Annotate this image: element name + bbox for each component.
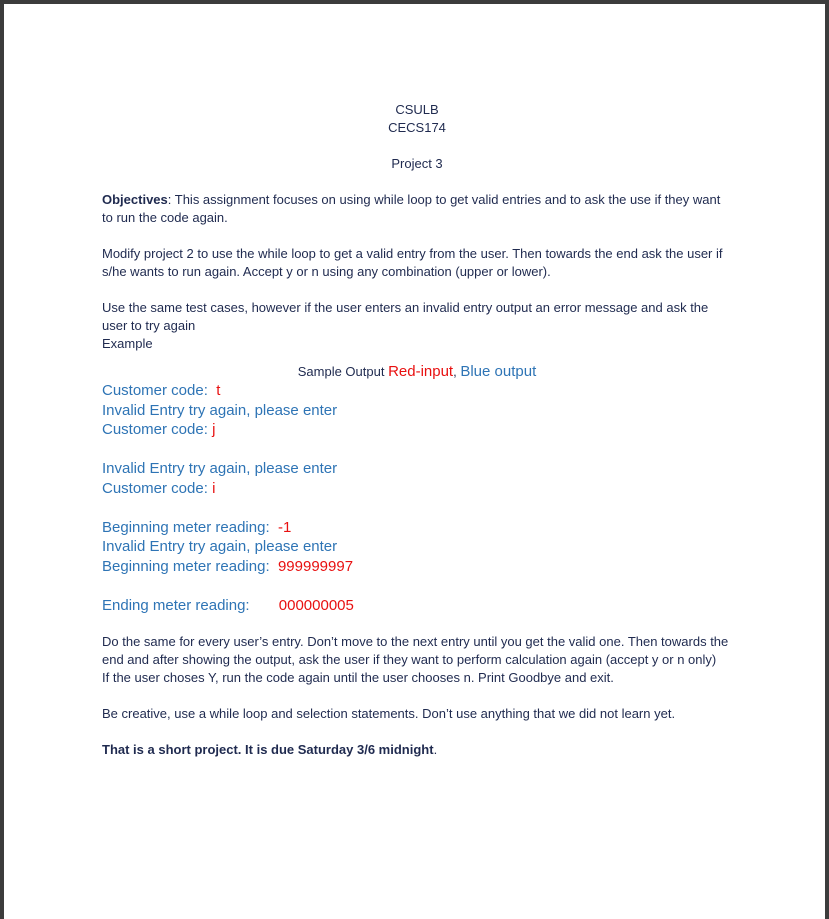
chooses-paragraph: If the user choses Y, run the code again until the user chooses n. Print Goodbye and exit. (102, 670, 614, 685)
sample-output-block (102, 381, 732, 615)
sample-line-invalid-3: Invalid Entry try again, please enter (102, 538, 338, 555)
sample-line-invalid-1: Invalid Entry try again, please enter (102, 401, 338, 419)
objectives-label: Objectives (102, 192, 168, 207)
due-date-text: That is a short project. It is due Saturday 3/6 midnight (102, 742, 434, 757)
sample-line-end: Ending meter reading: 000000005 (102, 596, 354, 614)
course-heading: CECS174 (388, 120, 446, 135)
test-cases-paragraph: Use the same test cases, however if the user enters an invalid entry output an error message and ask the user to try again (102, 300, 709, 333)
sample-line-customer-2: Customer code: j (102, 421, 216, 438)
sample-output-heading (102, 363, 732, 381)
due-date-paragraph: That is a short project. It is due Saturday 3/6 midnight. (102, 742, 438, 757)
objectives-paragraph (102, 191, 732, 227)
document-body (102, 101, 732, 759)
sample-line-invalid-2: Invalid Entry try again, please enter (102, 460, 338, 477)
sample-line-begin-1: Beginning meter reading: -1 (102, 518, 292, 536)
document-page (4, 4, 825, 919)
sample-heading-prefix: Sample Output (297, 364, 389, 379)
university-heading: CSULB (395, 102, 439, 117)
blue-output-legend: Blue output (460, 363, 537, 380)
project-title: Project 3 (391, 156, 443, 171)
red-input-legend: Red-input (388, 363, 454, 380)
modify-paragraph: Modify project 2 to use the while loop to get a valid entry from the user. Then towards the end ask the user if s/he wants to run again. Accept y or n using any combination (upper or lower). (102, 246, 723, 279)
legend-separator: , (453, 364, 461, 379)
example-label: Example (102, 336, 153, 351)
sample-line-customer-1: Customer code: t (102, 382, 221, 399)
creative-paragraph: Be creative, use a while loop and selection statements. Don’t use anything that we did not learn yet. (102, 706, 676, 721)
sample-line-begin-2: Beginning meter reading: 999999997 (102, 557, 354, 575)
same-entry-paragraph: Do the same for every user’s entry. Don’t move to the next entry until you get the valid one. Then towards the end and after showing the output, ask the user if they want to perform calculation again (accept y or n only) (102, 634, 729, 667)
objectives-text: : This assignment focuses on using while loop to get valid entries and to ask the use if they want to run the code again. (102, 192, 721, 225)
sample-line-customer-3: Customer code: i (102, 479, 216, 497)
